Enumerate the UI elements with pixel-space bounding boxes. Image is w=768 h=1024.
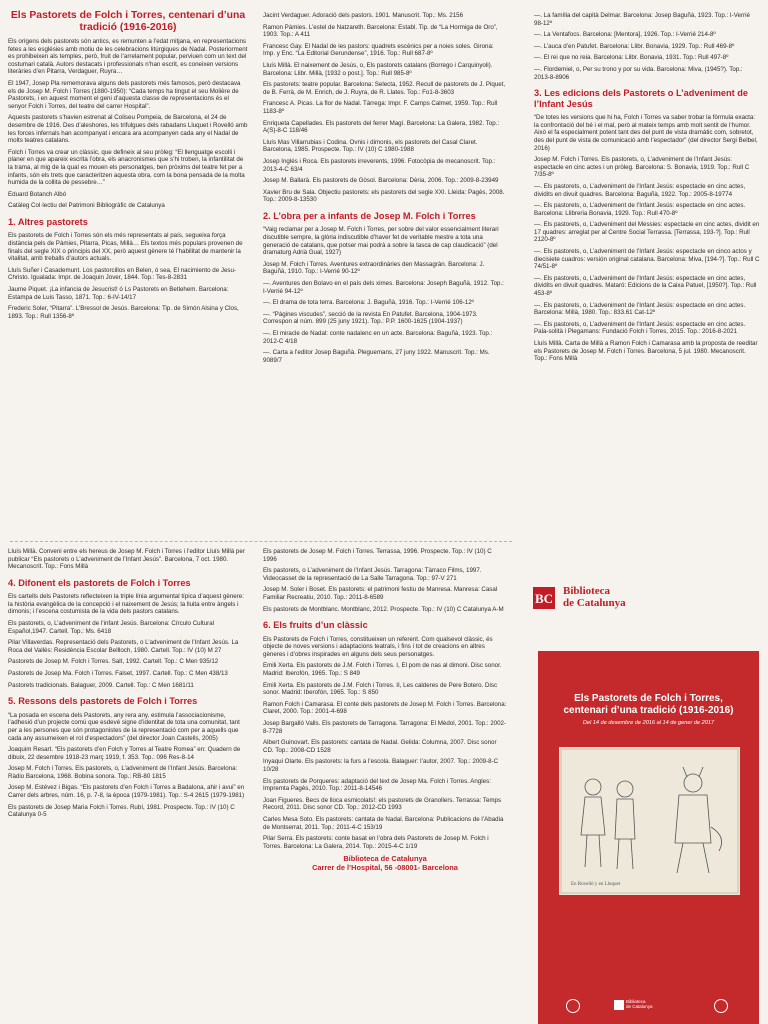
section-3-quote: “De totes les versions que hi ha, Folch i Torres va saber trobar la fórmula exacta: la confrontació del bé i el mal, però al mateix temps amb molt sentit de l’humor. Això el fa especialment potent tant des del punt de vista dramàtic com, sobretot, des del punt de vista de comunicació amb l’espectador” (del director Sergi Belbel, 2016) [534,114,758,152]
catalog-entry: —. Els pastorets, o, L’adveniment de l’Infant Jesús: espectacle en cinco actos y diecisiete cuadros: versión original catalana. Barcelona: Miva, [194-?]. Top.: Rull C 74/51-8º [534,248,760,271]
seal-icon [566,999,580,1013]
catalog-entry: Els pastorets de Montblanc. Montblanc, 2012. Prospecte. Top.: IV (10) C Catalunya A-M [263,605,504,613]
catalog-entry: Emili Xerta. Els pastorets de J.M. Folch i Torres. II, Les calderes de Pere Botero. Disc sonor. Madrid: Iberofón, 1965. Top.: S 850 [263,681,498,697]
catalog-entry: Els pastorets de Porqueres: adaptació del text de Josep Ma. Folch i Torres. Angles: Impremta Pagès, 2010. Top.: 2011-8-14546 [263,777,491,793]
catalog-entry: —. Els pastorets, o, L’adveniment de l’Infant Jesús: espectacle en cinc actes, dividits en divuit quadres. Mataró: Edicions de la Caixa Patuel, [1950?]. Top.: Rull 453-8º [534,274,757,298]
catalog-entry: Pilar Villaverdas. Representació dels Pastorets, o L’adveniment de l’Infant Jesús. La Roca del Vallès: Residència Escolar Bellloch, 1980. Cartell. Top.: IV (10) M 27 [8,639,239,654]
catalog-entry: —. El drama de tota terra. Barcelona: J. Baguñà, 1916. Top.: I-Verrié 106-12º [263,299,474,307]
column-2 [263,12,507,368]
catalog-entry: Els pastorets de Josep M. Folch i Torres. Terrassa, 1996. Prospecte. Top.: IV (10) C 1996 [263,548,492,563]
section-6-intro: Els Pastorets de Folch i Torres, constitueixen un referent. Com qualsevol clàssic, és objecte de noves versions i adaptacions teatrals, i fins i tot de creacions en altres gèneres i d’obres inspirades en alguns dels seus personatges. [263,635,493,658]
exhibition-poster [538,651,759,1024]
catalog-entry: —. Els pastorets, o, L’adveniment de l’Infant Jesús: espectacle en cinc actes. Barcelona: Llibreria Bonavia, 1929. Top.: Rull 470-8º [534,202,746,217]
catalog-entry: —. Carta a l’editor Josep Baguñà. Pleguemans, 27 juny 1922. Manuscrit. Top.: Ms. 9089/7 [263,349,490,364]
catalog-entry: Josep Bargalló Valls. Els pastorets de Tarragona. Tarragona: El Mèdol, 2001. Top.: 2002-8-7728 [263,720,507,735]
section-2-title: 2. L’obra per a infants de Josep M. Folch i Torres [263,210,476,221]
section-4-title: 4. Difonent els pastorets de Folch i Torres [8,577,191,588]
catalog-entry: Emili Xerta. Els pastorets de J.M. Folch i Torres. I, El pom de nas al dimoni. Disc sonor. Madrid: Iberofón, 1965. Top.: S 849 [263,662,502,678]
author-affiliation: Catàleg Col·lectiu del Patrimoni Bibliogràfic de Catalunya [8,202,165,210]
pastorets-sketch-image [559,747,740,895]
catalog-entry: Els pastorets, o L’adveniment de l’Infant Jesús. Tarragona: Tàrraco Films, 1997. Videocasset de la representació de La Salle Tarragona. Top.: 97-V 271 [263,567,482,582]
column-3 [534,12,760,367]
catalog-entry: Xavier Bru de Sala. Objectiu pastorets: els pastorets del segle XXI. Lleida: Pagès, 2008. Top.: 2009-8-13530 [263,188,505,204]
catalog-entry: Josep M. Soler i Boset. Els pastorets: el patrimoni festiu de Manresa. Manresa: Casal Familiar Recreatiu, 2010. Top.: 2011-8-6589 [263,586,498,601]
catalog-entry: Lluís Suñer i Casademunt. Los pastorcillos en Belen, ó sea, El nacimiento de Jesu-Christo. Igualada: Impr. de Joaquin Jover, 1844. Top.: Tes-8-2831 [8,266,237,282]
generalitat-icon [714,999,728,1013]
catalog-entry: Lluís Mas Villarrubias i Codina. Ovnis i dimonis, els pastorets del Casal Claret. Barcelona, 1985. Prospecte. Top.: IV (10) C 1980-1988 [263,138,478,154]
catalog-entry: —. Els pastorets, o, L’adveniment del Messies: espectacle en cinc actes, dividit en 17 quadres: arreglat per al Centre Social Terrassa. [Terrassa, 193-?]. Top.: Rull 2120-8º [534,221,760,244]
poster-dates: Del 14 de desembre de 2016 al 14 de gener de 2017 [582,720,715,726]
catalog-entry: Pastorets tradicionals. Balaguer, 2009. Cartell. Top.: C Men 1681/11 [8,681,194,689]
catalog-entry: —. Aventures den Bolavo en el país dels ximes. Barcelona: Joseph Baguñà, 1912. Top.: I-Verrié 94-12º [263,279,504,295]
catalog-entry: —. Els pastorets, o, L’adveniment de l’Infant Jesús: espectacle en cinc actes, dividits en divuit quadres. Barcelona: Baguñà, 1922. Top.: 2005-8-19774 [534,182,746,198]
library-logo-text: Biblioteca de Catalunya [563,585,626,609]
section-4-intro: Els cartells dels Pastorets reflecteixen la triple línia argumental típica d’aquest gènere: la història evangèlica de la concepció i el naixement de Jesús; la lluita entre àngels i dimonis; i l’escena costumista de la vida dels pastors catalans. [8,593,244,616]
svg-text:BC: BC [534,591,554,606]
intro-paragraph: Els orígens dels pastorets són antics, es remunten a l’edat mitjana, en representacions fetes a les esglésies amb motiu de les celebracions litúrgiques de Nadal. Posteriorment es prohibeixen als temples, però, fruit de l’arrelament popular, perviuen com un text del costumari català. Autors destacats i professionals n’han escrit, es coneixen versions literàries d’en Pitarra, Verdaguer, Ruyra… [8,38,248,76]
catalog-entry: Josep M. Ballarà. Els pastorets de Gòsol. Barcelona: Dèria, 2006. Top.: 2009-8-23949 [263,177,499,185]
section-1-title: 1. Altres pastorets [8,216,88,227]
poster-footer-logo-text: Biblioteca de Catalunya [626,999,653,1009]
catalog-entry: Lluís Millà. Conveni entre els hereus de Josep M. Folch i Torres i l’editor Lluís Millà per publicar “Els pastorets o L’adveniment de l’Infant Jesús”. Barcelona, 7 oct. 1980. Mecanoscrit. Top.: Fons Millà [8,548,245,571]
catalog-entry: Enriqueta Capellades. Els pastorets del ferrer Magí. Barcelona: La Galera, 1982. Top.: A(S)-8-C 118/46 [263,119,500,135]
intro-paragraph: El 1947, Josep Pla rememorava alguns dels pastorets més famosos, però destacava els de Josep M. Folch i Torres (1880-1950): “Cada temps ha tingut el seu Molière de Pastorets, i en aquest moment el geni d’aquesta classe de representacions és el senyor Folch i Torres, del teatre del carrer Hospital”. [8,79,241,110]
library-logo [533,583,653,623]
section-5-title: 5. Ressons dels pastorets de Folch i Torres [8,696,198,707]
catalog-entry: Inyaqui Olarte. Els pastorets: la furs a l’escola. Balaguer: l’autor, 2007. Top.: 2009-8-C 10/28 [263,758,499,773]
svg-text:En Rovelló y en Lluquet: En Rovelló y en Lluquet [571,882,621,887]
column-1 [8,10,248,324]
catalog-entry: Josep Inglés i Roca. Els pastorets irreverents, 1996. Fotocòpia de mecanoscrit. Top.: 2013-4-C 63/4 [263,157,496,173]
bc-logo-icon [533,587,555,609]
section-3-title: 3. Les edicions dels Pastorets o L’adveniment de l’Infant Jesús [534,88,748,109]
main-title: Els Pastorets de Folch i Torres, centenari d’una tradició (1916-2016) [10,10,246,33]
footer-address: Carrer de l’Hospital, 56 -08001- Barcelona [312,863,458,873]
catalog-entry: —. Els pastorets, o, L’adveniment de l’Infant Jesús: espectacle en cinc actes. Barcelona: Millà, 1980. Top.: 833.61 Cat-12º [534,301,746,317]
catalog-entry: Ramon Folch i Camarasa. El conte dels pastorets de Josep M. Folch i Torres. Barcelona: Claret, 2000. Top.: 2001-4-698 [263,700,507,716]
catalog-entry: Josep M. Folch i Torres. Els pastorets, o, L’adveniment de l’Infant Jesús: espectacle en cinc actes i un pròleg. Barcelona: S. Bonavia, 1919. Top.: Rull C 7/35-8º [534,156,750,179]
catalog-entry: Josep M. Estévez i Bigas. “Els pastorets d’en Folch i Torres a Badalona, ahir i avui” en Carrer dels arbres, núm. 16, p. 7-8, la època (1979-1981). Top.: S-4 2615 (1979-1981) [8,784,245,800]
catalog-entry: Francesc A. Picas. La flor de Nadal. Tàrrega: Impr. F. Camps Calmet, 1959. Top.: Rull 1183-8º [263,100,498,115]
catalog-entry: —. La Ventafocs. Barcelona: [Mentora], 1926. Top.: I-Verrié 214-8º [534,31,716,39]
catalog-entry: Pastorets de Josep M. Folch i Torres. Salt, 1992. Cartell. Top.: C Men 935/12 [8,658,219,666]
catalog-entry: Els pastorets de Josep Maria Folch i Torres. Rubí, 1981. Prospecte. Top.: IV (10) C Catalunya 0-5 [8,803,235,819]
catalog-entry: Ramon Pàmies. L’estel de Natzareth. Barcelona: Establ. Tip. de “La Hormiga de Oro”, 1903. Top.: A 411 [263,23,498,39]
poster-footer [538,995,759,1017]
author-name: Eduard Botanch Albó [8,190,67,198]
sketch-drawing [559,747,740,895]
catalog-entry: Lluís Millà. Carta de Millà a Ramon Folch i Camarasa amb la proposta de reeditar els Pastorets de Josep M. Folch i Torres. Barcelona, 5 jul. 1980. Mecanoscrit. Top.: Fons Millà [534,340,758,363]
catalog-entry: —. Flordemiel, o, Per su trono y por su vida. Barcelona: Miva, (1945?). Top.: 2013-8-8906 [534,65,743,81]
catalog-entry: Josep M. Folch i Torres. Aventures extraordinàries den Massagràn. Barcelona: J. Baguñà, 1910. Top.: I-Verrié 90-12º [263,260,485,276]
catalog-entry: Frederic Soler, “Pitarra”. L’Bressol de Jesús. Barcelona: Tip. de Simón Alsina y Clos, 1893. Top.: Rull 1356-8º [8,305,239,320]
intro-paragraph: Aquests pastorets s’havien estrenat al Coliseu Pompeia, de Barcelona, el 24 de desembre de 1916. Des d’aleshores, les trifulgues dels rabadans Lluquet i Rovelló amb les forces infernals han acompanyat i encara ara acompanyen cada any el Nadal de molts teatres catalans. [8,114,248,145]
footer-library-name: Biblioteca de Catalunya [343,854,427,864]
catalog-entry: —. El rei que no reia. Barcelona: Llibr. Bonavia, 1931. Top.: Rull 497-8º [534,54,729,62]
section-5-quote: “La posada en escena dels Pastorets, any rera any, estimula l’associacionisme, l’adhesió d’un projecte comú que esdevé signe d’identitat de tota una comunitat, tant per a les persones que són protagonistes de la representació com per a aquells que cada any assumeixen el rol d’espectadors” (del director Joan Castells, 2005) [8,711,240,742]
catalog-entry: Els pastorets, o, L’adveniment de l’infant Jesús. Barcelona: Círculo Cultural Español,1947. Cartell. Top.: Ms. 6418 [8,620,215,635]
catalog-entry: Jacint Verdaguer. Adoració dels pastors. 1901. Manuscrit. Top.: Ms. 2156 [263,12,464,19]
catalog-entry: —. La família del capità Delmar. Barcelona: Josep Baguñà, 1923. Top.: I-Verrié 98-12º [534,12,750,27]
intro-paragraph: Folch i Torres va crear un clàssic, que defineix al seu pròleg: “El llenguatge escolli i planer en que apareix escrita l’obra, els anacronismes que s’hi troben, la infantilitat de la trama, al mig de la qual es mouen els personatges, ben pròxims del teatre fet per a infants, són els trets que caracteritzen aquesta obra, com la bona pensada de la molta humida de la collita de pessebre…” [8,148,245,187]
page-divider [10,541,512,542]
section-1-intro: Els pastorets de Folch i Torres són els més representats al país, segueixa força distància pels de Pàmies, Pitarra, Picas, Millà… Els textos més populars provenen de finals del segle XIX o principis del XX, però aquest gènere té l’habilitat de mantenir la vitalitat, amb treballs d’autors actuals. [8,232,243,263]
catalog-entry: Pilar Serra. Els pastorets: conte basat en l’obra dels Pastorets de Josep M. Folch i Torres. Barcelona: La Galera, 2014. Top.: 2015-4-C 1/19 [263,835,489,850]
column-2-lower [263,548,507,872]
section-2-quote: “Vaig reclamar per a Josep M. Folch i Torres, per sobre del valor essencialment literari discutible sempre, la glòria indiscutible d’haver fet de veritable mestre a tota una generació de catalans, que potser mai podrà a sobre la tasca de cap claudicació” (del dramaturg Adrià Gual, 1927) [263,226,499,257]
section-6-title: 6. Els fruits d’un clàssic [263,620,368,631]
bc-small-logo-icon [614,1000,624,1010]
catalog-entry: Els pastorets: teatre popular. Barcelona: Selecta, 1952. Recull de pastorets de J. Piquet, de B. Ferrà, de M. Enrich, de J. Ruyra, de R. Llates. Top.: Fo1-8-3603 [263,81,506,96]
catalog-entry: —. “Pàgines viscudes”, secció de la revista En Patufet. Barcelona, 1904-1973. Correspon al núm. 899 (25 juny 1921). Top.: P.P. 1600-1625 (1904-1937) [263,310,478,326]
poster-title: Els Pastorets de Folch i Torres, centenari d’una tradició (1916-2016) [563,693,734,716]
catalog-entry: Francesc Gay. El Nadal de les pastors: quadrets escènics per a noies soles. Girona: Imp. y Enc. “La Editorial Gerundense”, 1916. Top.: Rull 687-8º [263,42,494,58]
catalog-entry: Pastorets de Josep Ma. Folch i Torres. Falset, 1997. Cartell. Top.: C Men 438/13 [8,670,228,678]
catalog-entry: Joan Figueres. Becs de lloca esmicolats!: els pastorets de Granollers. Terrassa: Temps Record, 2011. Disc sonor CD. Top.: 2012-CD 1993 [263,796,502,812]
catalog-entry: —. L’auca d’en Patufet. Barcelona: Llibr. Bonavia, 1929. Top.: Rull 469-8º [534,42,735,50]
catalog-entry: Albert Guinovart. Els pastorets: cantata de Nadal. Gelida: Columna, 2007. Disc sonor CD. Top.: 2008-CD 1528 [263,739,497,754]
catalog-entry: Joaquim Resart. “Els pastorets d’en Folch y Torres al Teatre Romea” en: Quadern de dibuix, 22 desembre 1918-23 març 1919, f. 353. Top.: 096 Res-8-14 [8,746,241,761]
catalog-entry: Josep M. Folch i Torres. Els pastorets, o, L’adveniment de l’Infant Jesús. Barcelona: Ràdio Barcelona, 1968. Bobina sonora. Top.: RB-80 1815 [8,765,238,780]
catalog-entry: Carles Mesa Soto. Els pastorets: cantata de Nadal. Barcelona: Publicacions de l’Abadia de Montserrat, 2011. Top.: 2011-4-C 153/19 [263,815,504,831]
catalog-entry: Jaume Piquet. ¡La infancia de Jesucrist! ó Ls Pastorets en Betlehem. Barcelona: Estampa de Luis Tasso, 1871. Top.: 6-IV-14/17 [8,285,229,301]
column-1-lower [8,548,248,823]
catalog-entry: Lluís Millà. El naixement de Jesús, o, Els pastorets catalans (Borrego i Carquinyoli). Barcelona: Llibr. Millà, [1932 o post.]. Top.: Rull 985-8º [263,61,493,77]
catalog-entry: —. El miracle de Nadal: conte nadalenc en un acte. Barcelona: Baguñà, 1923. Top.: 2012-C 4/18 [263,329,493,345]
catalog-entry: —. Els pastorets, o, L’adveniment de l’Infant Jesús: espectacle en cinc actes. Pala-solità i Plegamans: Fundació Folch i Torres, 2015. Top.: 2016-8-2021 [534,320,746,336]
